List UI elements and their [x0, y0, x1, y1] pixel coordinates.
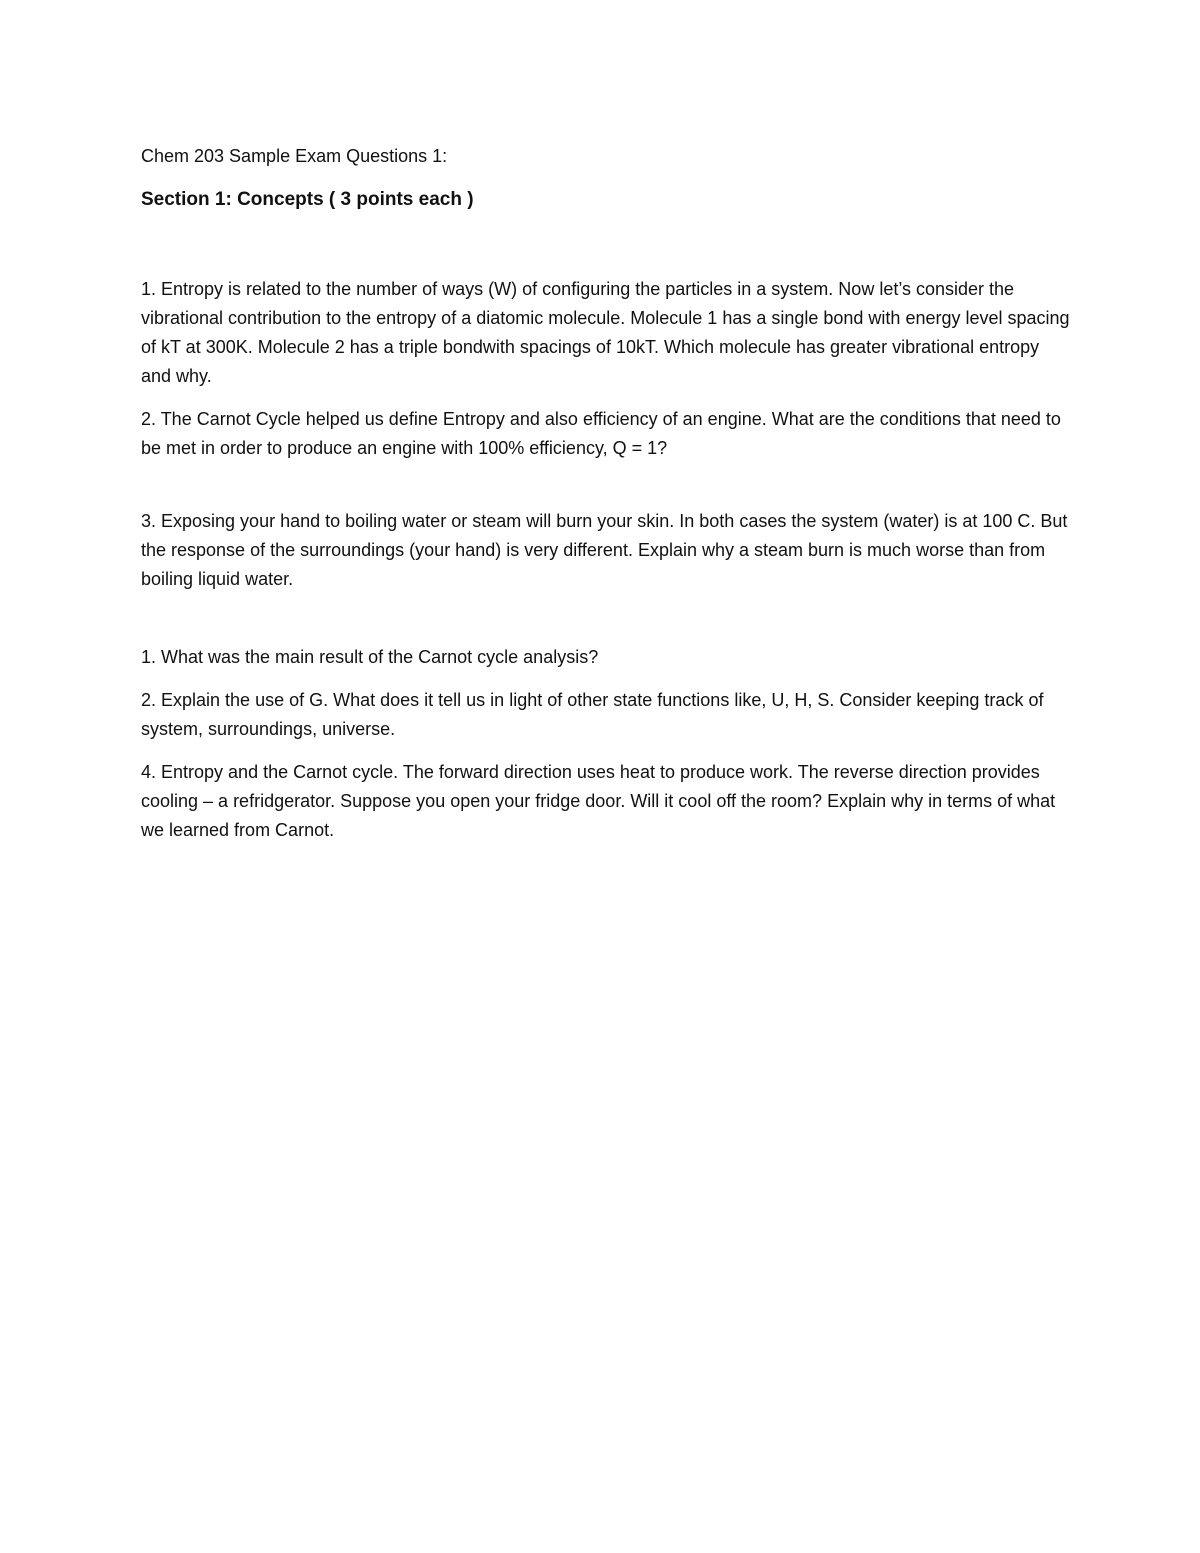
question-2-carnot-efficiency: 2. The Carnot Cycle helped us define Entropy and also efficiency of an engine. What are the conditions that need to be met in order to produce an engine with 100% efficiency, Q = 1?	[141, 409, 1061, 458]
question-carnot-result: 1. What was the main result of the Carnot cycle analysis?	[141, 647, 599, 667]
question-1-entropy-vibrational: 1. Entropy is related to the number of ways (W) of configuring the particles in a system. Now let’s consider the vibrational contribution to the entropy of a diatomic molecule. Molecule 1 has a single bond with energy level spacing of kT at 300K. Molecule 2 has a triple bondwith spacings of 10kT. Which molecule has greater vibrational entropy and why.	[141, 279, 1070, 386]
question-fridge-door: 4. Entropy and the Carnot cycle. The forward direction uses heat to produce work. The reverse direction provides cooling – a refridgerator. Suppose you open your fridge door. Will it cool off the room? Explain why in terms of what we learned from Carnot.	[141, 762, 1056, 840]
document-title: Chem 203 Sample Exam Questions 1:	[141, 146, 448, 166]
document-body	[141, 142, 1071, 845]
section-heading: Section 1: Concepts ( 3 points each )	[141, 189, 474, 210]
question-3-steam-burn: 3. Exposing your hand to boiling water or steam will burn your skin. In both cases the system (water) is at 100 C. But the response of the surroundings (your hand) is very different. Explain why a steam burn is much worse than from boiling liquid water.	[141, 511, 1068, 589]
question-gibbs-energy: 2. Explain the use of G. What does it tell us in light of other state functions like, U, H, S. Consider keeping track of system, surroundings, universe.	[141, 690, 1044, 739]
